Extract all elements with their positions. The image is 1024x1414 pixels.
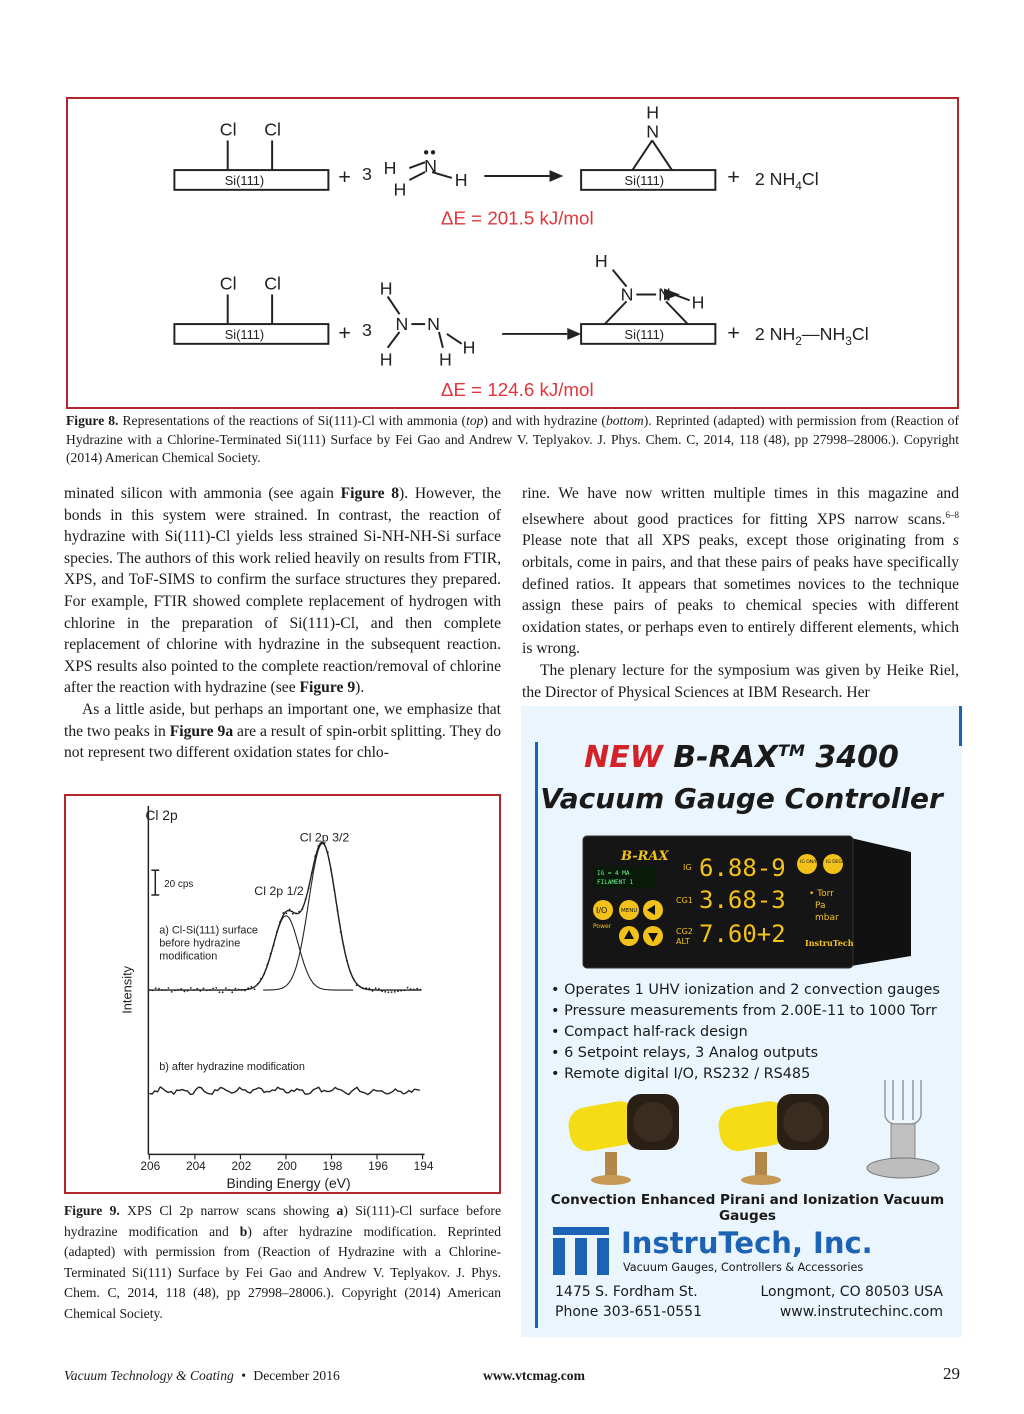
energy-top: ΔE = 201.5 kJ/mol — [440, 207, 594, 229]
unit-pa: Pa — [815, 901, 826, 911]
power-label: Power — [593, 923, 612, 930]
caption-text: ). Reprinted (adapted) with permission from (Reaction of Hydrazine with a Chlorine-Terminated Si(111) Surface by Fei Gao and Andrew V. Teplyakov. J. Phys. Chem. C, 2014, 118 (48), pp 27998–28006.). Copyright (2014) American Chemical Society. — [66, 413, 960, 465]
h-atom: H — [594, 250, 608, 271]
data-point — [349, 971, 351, 973]
data-point — [203, 987, 205, 989]
data-point — [340, 931, 342, 933]
address-city: Longmont, CO 80503 USA — [760, 1284, 943, 1300]
cl-label: Cl — [264, 119, 281, 140]
data-point — [286, 913, 288, 915]
io-label: I/O — [596, 906, 608, 915]
feature-item: • Remote digital I/O, RS232 / RS485 — [551, 1064, 956, 1085]
paragraph: As a little aside, but perhaps an important one, we emphasize that the two peaks in Figure 9a are a result of spin-orbit splitting. They do not represent two different oxidation states for chlo- — [64, 700, 502, 762]
figure-ref: Figure 8 — [340, 485, 400, 502]
menu-label: MENU — [621, 908, 638, 914]
data-point — [276, 931, 278, 933]
data-point — [337, 910, 339, 912]
data-point — [238, 989, 240, 991]
h-atom: H — [379, 349, 393, 370]
spectrum-a-label: modification — [159, 950, 218, 963]
cg1-label: CG1 — [676, 896, 693, 905]
data-point — [397, 990, 399, 992]
data-point — [407, 987, 409, 989]
data-point — [215, 987, 217, 989]
x-tick-label: 206 — [140, 1159, 161, 1174]
caption-label: Figure 9. — [64, 1203, 120, 1218]
cg2-readout: 7.60+2 — [699, 920, 786, 948]
caption-italic: top — [466, 413, 484, 428]
data-point — [234, 988, 236, 990]
data-point — [381, 990, 383, 992]
data-point — [314, 855, 316, 857]
data-point — [333, 889, 335, 891]
caption-text: ) Si(111)-Cl surface before hydrazine modification and — [64, 1203, 501, 1239]
data-point — [184, 991, 186, 993]
data-point — [368, 987, 370, 989]
data-point — [279, 921, 281, 923]
company-website-link[interactable]: www.instrutechinc.com — [779, 1304, 943, 1320]
data-point — [206, 989, 208, 991]
x-axis-label: Binding Energy (eV) — [226, 1175, 351, 1192]
data-point — [231, 991, 233, 993]
caption-italic: bottom — [605, 413, 644, 428]
product-hydrazinium-chloride: 2 $NH_2—NH_3Cl$ — [754, 323, 869, 348]
figure-9-caption — [64, 1201, 501, 1324]
figure-9 — [64, 794, 501, 1194]
caption-text: ) after hydrazine modification. Reprinted (adapted) with permission from (Reaction of Hydrazine with a Chlorine-Terminated Si(111) Surface by Fei Gao and Andrew V. Teplyakov. J. Phys. Chem. C, 2014, 118 (48), pp 27998–28006.). Copyright (2014) American Chemical Society. — [64, 1223, 501, 1321]
n-atom: N — [424, 156, 437, 177]
plus-sign: + — [727, 163, 740, 189]
caption-label: Figure 8. — [66, 413, 119, 428]
data-point — [330, 869, 332, 871]
data-point — [270, 953, 272, 955]
h-atom: H — [393, 179, 407, 200]
peak-label-3-2: Cl 2p 3/2 — [299, 830, 350, 845]
ig-label: IG — [683, 863, 692, 872]
data-point — [196, 988, 198, 990]
cl-label: Cl — [219, 273, 237, 294]
data-point — [375, 987, 377, 989]
h-atom: H — [454, 169, 468, 190]
substrate-label: Si(111) — [224, 172, 265, 188]
data-point — [152, 989, 154, 991]
data-point — [311, 872, 313, 874]
data-point — [158, 988, 160, 990]
n-atom: N — [620, 284, 634, 305]
data-point — [289, 908, 291, 910]
data-point — [400, 990, 402, 992]
figure-ref: Figure 9a — [169, 722, 234, 740]
x-tick-labels — [140, 1159, 433, 1173]
coefficient: 3 — [361, 319, 372, 340]
data-point — [177, 989, 179, 991]
data-point — [359, 985, 361, 987]
ad-new-badge: NEW — [584, 740, 663, 775]
data-point — [378, 988, 380, 990]
data-point — [282, 912, 284, 914]
caption-text: Representations of the reactions of Si(111)-Cl with ammonia ( — [118, 413, 467, 428]
scale-label: 20 cps — [164, 879, 194, 891]
plot-title: Cl 2p — [145, 806, 178, 823]
feature-item: • 6 Setpoint relays, 3 Analog outputs — [551, 1043, 956, 1064]
ig-readout: 6.88-9 — [699, 854, 786, 882]
x-tick-label: 202 — [231, 1159, 252, 1174]
ad-border-left — [535, 742, 538, 1328]
data-point — [212, 988, 214, 990]
caption-text: XPS Cl 2p narrow scans showing — [119, 1203, 337, 1218]
data-point — [391, 991, 393, 993]
data-point — [352, 978, 354, 980]
spectrum-a-label: before hydrazine — [159, 937, 241, 950]
h-atom: H — [646, 102, 660, 123]
ad-feature-list — [551, 980, 956, 1085]
ad-model: 3400 — [804, 740, 899, 775]
substrate-label: Si(111) — [624, 172, 664, 188]
trademark: TM — [778, 741, 805, 760]
data-point — [365, 987, 367, 989]
data-point — [388, 991, 390, 993]
device-maker: InstruTech — [805, 938, 854, 948]
data-point — [266, 964, 268, 966]
ad-headline — [521, 740, 962, 775]
data-point — [225, 987, 227, 989]
spectrum-b-label: b) after hydrazine modification — [159, 1061, 305, 1074]
ad-tagline: Convection Enhanced Pirani and Ionization Vacuum Gauges — [550, 1192, 945, 1224]
cg1-readout: 3.68-3 — [699, 886, 786, 914]
data-point — [190, 987, 192, 989]
paragraph: minated silicon with ammonia (see again Figure 8). However, the bonds in this system were strained. In contrast, the reaction of hydrazine with Si(111)-Cl yields less strained Si-NH-NH-Si surface species. The authors of this work relied heavily on results from FTIR, XPS, and ToF-SIMS to confirm the surface structures they prepared. For example, FTIR showed complete replacement of hydrogen with chlorine in the preparation of Si(111)-Cl, and then complete replacement of chlorine with hydrazine in the subsequent reaction. XPS results also pointed to the complete reaction/removal of chlorine after the reaction with hydrazine (see Figure 9). — [64, 485, 501, 697]
data-point — [187, 990, 189, 992]
h-atom: H — [379, 278, 393, 299]
data-point — [260, 978, 262, 980]
spectrum-b — [149, 1087, 419, 1095]
substrate-label: Si(111) — [624, 326, 664, 342]
footer-website-link[interactable]: www.vtcmag.com — [483, 1368, 585, 1383]
data-point — [180, 988, 182, 990]
data-point — [394, 991, 396, 993]
ig-onoff-label: IG ON/OFF — [800, 860, 824, 865]
small-display-line: IG = 4 MA — [597, 870, 630, 877]
plus-sign: + — [338, 163, 351, 189]
h-atom: H — [691, 292, 705, 313]
data-point — [247, 987, 249, 989]
company-tagline: Vacuum Gauges, Controllers & Accessories — [623, 1261, 864, 1274]
address-street: 1475 S. Fordham St. — [555, 1284, 698, 1300]
data-point — [384, 991, 386, 993]
data-point — [295, 913, 297, 915]
y-axis-label: Intensity — [119, 965, 135, 1014]
caption-bold: a — [336, 1203, 344, 1218]
plus-sign: + — [727, 319, 740, 345]
data-point — [228, 989, 230, 991]
x-tick-label: 196 — [368, 1159, 388, 1174]
plus-sign: + — [338, 319, 351, 345]
figure-9-xps-plot — [66, 796, 499, 1192]
data-point — [161, 989, 163, 991]
citation-superscript: 6–8 — [945, 509, 959, 520]
cl-label: Cl — [219, 119, 237, 140]
data-point — [403, 989, 405, 991]
data-point — [317, 845, 319, 847]
figure-ref: Figure 9 — [299, 679, 356, 697]
data-point — [416, 988, 418, 990]
caption-text: ) and with hydrazine ( — [483, 413, 606, 428]
data-point — [372, 990, 374, 992]
data-point — [174, 990, 176, 992]
feature-item: • Operates 1 UHV ionization and 2 convection gauges — [551, 980, 956, 1001]
gauge-controller-device — [581, 830, 911, 970]
page-number: 29 — [943, 1364, 960, 1383]
energy-bottom: ΔE = 124.6 kJ/mol — [440, 379, 594, 401]
company-phone[interactable]: Phone 303-651-0551 — [555, 1304, 702, 1320]
data-point — [199, 990, 201, 992]
data-point — [410, 988, 412, 990]
x-tick-label: 204 — [185, 1159, 206, 1174]
cl-label: Cl — [264, 273, 281, 294]
feature-item: • Pressure measurements from 2.00E-11 to 1000 Torr — [551, 1001, 956, 1022]
vacuum-gauges-image — [565, 1080, 955, 1188]
figure-8 — [66, 97, 959, 409]
x-tick-label: 198 — [322, 1159, 343, 1174]
device-side — [851, 838, 911, 966]
data-point — [419, 989, 421, 991]
cg2-label: CG2 — [676, 927, 693, 936]
data-point — [263, 973, 265, 975]
n-atom: N — [646, 121, 660, 142]
unit-torr: • Torr — [809, 889, 834, 899]
peak-fit-3-2 — [263, 844, 385, 991]
data-point — [298, 911, 300, 913]
data-point — [171, 991, 173, 993]
n-atom: N — [427, 314, 440, 334]
device-brand: B-RAX — [621, 849, 669, 864]
data-point — [302, 908, 304, 910]
figure-8-caption — [66, 412, 959, 468]
h-atom: H — [462, 337, 476, 358]
alt-label: ALT — [676, 937, 690, 946]
instrutech-advertisement[interactable] — [521, 706, 962, 1337]
data-point — [413, 988, 415, 990]
coefficient: 3 — [361, 163, 372, 184]
ig-degas-label: IG DEGAS — [826, 860, 848, 865]
data-point — [148, 989, 150, 991]
caption-bold: b — [239, 1223, 248, 1239]
spectrum-a-label: a) Cl-Si(111) surface — [159, 924, 258, 937]
data-point — [257, 983, 259, 985]
data-point — [164, 989, 166, 991]
instrutech-logo-icon — [553, 1227, 609, 1275]
figure-8-reaction-scheme — [68, 99, 957, 407]
ad-subheadline: Vacuum Gauge Controller — [540, 782, 943, 815]
issue-date: December 2016 — [253, 1368, 340, 1383]
n-atom: N — [658, 284, 671, 305]
data-point — [244, 990, 246, 992]
data-point — [292, 913, 294, 915]
right-column-text — [522, 483, 959, 703]
product-ammonium-chloride: 2 $NH_4Cl$ — [754, 168, 819, 193]
x-tick-label: 194 — [413, 1159, 434, 1174]
data-point — [168, 987, 170, 989]
data-point — [250, 986, 252, 988]
convection-gauge-2 — [716, 1094, 829, 1185]
footer-separator: • — [241, 1368, 246, 1383]
company-contact — [751, 1282, 943, 1322]
journal-name: Vacuum Technology & Coating — [64, 1368, 234, 1383]
left-column-text — [64, 483, 501, 764]
data-point — [343, 945, 345, 947]
data-point — [209, 989, 211, 991]
company-name: InstruTech, Inc. — [621, 1226, 873, 1260]
paragraph: rine. We have now written multiple times in this magazine and elsewhere about good practices for fitting XPS narrow scans.$^{6-8}$ Please note that all XPS peaks, except those originating from s orbitals, come in pairs, and that these pairs of peaks have specifically defined ratios. It appears that sometimes novices to the technique assign these pairs of peaks to chemical species with different oxidation states, or perhaps even to entirely different elements, which is wrong. — [522, 485, 959, 658]
data-point — [305, 898, 307, 900]
paragraph: The plenary lecture for the symposium was given by Heike Riel, the Director of Physical Sciences at IBM Research. Her — [522, 661, 959, 701]
data-point — [356, 984, 358, 986]
italic-s: s — [952, 532, 959, 550]
n-atom: N — [395, 314, 409, 334]
data-point — [327, 851, 329, 853]
spectrum-a-data-points — [148, 841, 421, 993]
small-display-line: FILAMENT 1 — [597, 879, 634, 886]
unit-mbar: mbar — [815, 913, 839, 923]
data-point — [254, 988, 256, 990]
ad-product-name: B-RAX — [662, 740, 779, 775]
data-point — [308, 887, 310, 889]
data-point — [219, 991, 221, 993]
company-address — [555, 1282, 702, 1322]
x-tick-label: 200 — [277, 1159, 297, 1174]
data-point — [346, 960, 348, 962]
footer-journal — [64, 1368, 340, 1384]
substrate-label: Si(111) — [224, 326, 265, 342]
convection-gauge-1 — [566, 1094, 679, 1185]
h-atom: H — [383, 158, 397, 179]
data-point — [222, 991, 224, 993]
peak-label-1-2: Cl 2p 1/2 — [254, 884, 304, 898]
data-point — [193, 989, 195, 991]
data-point — [362, 987, 364, 989]
feature-item: • Compact half-rack design — [551, 1022, 956, 1043]
h-atom: H — [438, 349, 452, 370]
ionization-gauge — [867, 1080, 939, 1178]
data-point — [273, 944, 275, 946]
data-point — [155, 987, 157, 989]
data-point — [241, 989, 243, 991]
